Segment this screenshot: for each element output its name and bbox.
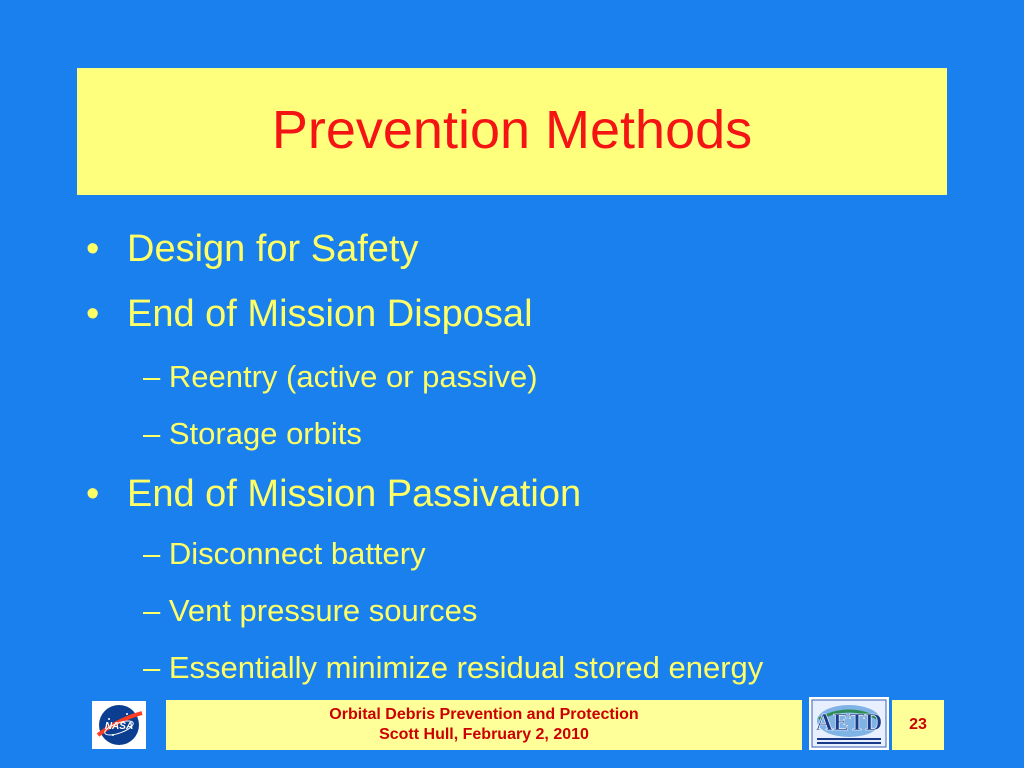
sub-bullet-item — [143, 361, 538, 392]
bullet-item — [86, 473, 582, 515]
sub-bullet-marker: – — [143, 536, 161, 571]
nasa-logo-graphic — [92, 701, 146, 749]
bullet-text: Design for Safety — [127, 228, 419, 270]
bullet-marker: • — [86, 293, 100, 335]
sub-bullet-marker: – — [143, 593, 161, 628]
sub-bullet-marker: – — [143, 416, 161, 451]
page-number: 23 — [892, 700, 944, 750]
aetd-logo-graphic — [809, 697, 889, 750]
bullet-item — [86, 293, 533, 335]
bullet-marker: • — [86, 473, 100, 515]
bullet-text: End of Mission Disposal — [127, 293, 533, 335]
sub-bullet-marker: – — [143, 650, 161, 685]
svg-text:AETD: AETD — [815, 710, 883, 736]
footer-box — [166, 700, 802, 750]
nasa-logo-icon — [92, 701, 146, 749]
bullet-marker: • — [86, 228, 100, 270]
bullet-item — [86, 228, 419, 270]
sub-bullet-text: Disconnect battery — [168, 536, 426, 571]
sub-bullet-text: Reentry (active or passive) — [168, 359, 538, 394]
sub-bullet-item — [143, 538, 426, 569]
footer-line-1: Orbital Debris Prevention and Protection — [329, 706, 639, 723]
sub-bullet-item — [143, 652, 763, 683]
sub-bullet-item — [143, 418, 362, 449]
sub-bullet-marker: – — [143, 359, 161, 394]
svg-text:NASA: NASA — [104, 721, 134, 732]
slide-title: Prevention Methods — [271, 99, 753, 160]
aetd-logo-icon — [809, 697, 889, 750]
sub-bullet-text: Essentially minimize residual stored energy — [168, 650, 764, 685]
sub-bullet-text: Vent pressure sources — [168, 593, 478, 628]
footer-line-2: Scott Hull, February 2, 2010 — [379, 726, 589, 743]
sub-bullet-item — [143, 595, 477, 626]
bullet-text: End of Mission Passivation — [127, 473, 582, 515]
sub-bullet-text: Storage orbits — [168, 416, 362, 451]
